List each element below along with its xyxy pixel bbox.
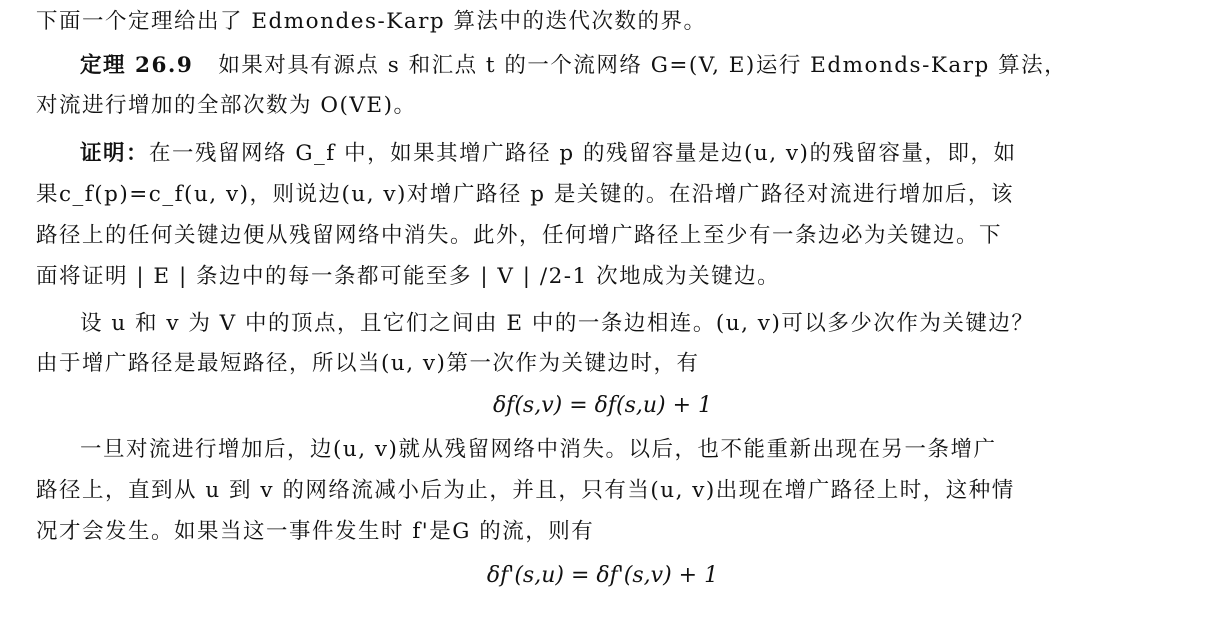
para2-line-2 <box>0 344 1205 384</box>
para3-text-2: 路径上，直到从 u 到 v 的网络流减小后为止，并且，只有当(u, v)出现在增广路径上时，这种情 <box>36 478 1015 503</box>
intro-text: 下面一个定理给出了 Edmondes-Karp 算法中的迭代次数的界。 <box>36 9 707 34</box>
proof-text-4: 面将证明 | E | 条边中的每一条都可能至多 | V | /2-1 次地成为关键边。 <box>36 264 781 289</box>
para3-line-2 <box>0 471 1205 511</box>
proof-line-1 <box>0 134 1205 174</box>
equation-1-text: δf(s,v) = δf(s,u) + 1 <box>492 393 713 418</box>
theorem-text-2: 对流进行增加的全部次数为 O(VE)。 <box>36 93 417 118</box>
proof-label: 证明： <box>80 141 150 166</box>
para3-text-3: 况才会发生。如果当这一事件发生时 f'是G 的流，则有 <box>36 519 595 544</box>
theorem-line-2 <box>0 86 1205 126</box>
proof-line-2 <box>0 175 1205 215</box>
proof-text-1: 在一残留网络 G_f 中，如果其增广路径 p 的残留容量是边(u, v)的残留容量，即，如 <box>149 141 1017 166</box>
para2-line-1 <box>0 304 1205 344</box>
para3-text-1: 一旦对流进行增加后，边(u, v)就从残留网络中消失。以后，也不能重新出现在另一条增广 <box>80 437 997 462</box>
equation-2-text: δf'(s,u) = δf'(s,v) + 1 <box>486 563 719 588</box>
proof-text-2: 果c_f(p)=c_f(u, v)，则说边(u, v)对增广路径 p 是关键的。在沿增广路径对流进行增加后，该 <box>36 182 1014 207</box>
equation-1 <box>0 386 1205 426</box>
para3-line-3 <box>0 512 1205 552</box>
theorem-line-1 <box>0 46 1205 86</box>
theorem-text-1: 如果对具有源点 s 和汇点 t 的一个流网络 G=(V, E)运行 Edmonds-Karp 算法， <box>218 53 1068 78</box>
proof-text-3: 路径上的任何关键边便从残留网络中消失。此外，任何增广路径上至少有一条边必为关键边。下 <box>36 223 1003 248</box>
equation-2 <box>0 556 1205 596</box>
proof-line-4 <box>0 257 1205 297</box>
para2-text-2: 由于增广路径是最短路径，所以当(u, v)第一次作为关键边时，有 <box>36 351 700 376</box>
intro-line <box>0 2 1205 42</box>
proof-line-3 <box>0 216 1205 256</box>
para2-text-1: 设 u 和 v 为 V 中的顶点，且它们之间由 E 中的一条边相连。(u, v)可以多少次作为关键边？ <box>80 311 1035 336</box>
para3-line-1 <box>0 430 1205 470</box>
theorem-label: 定理 26.9 <box>80 53 194 78</box>
